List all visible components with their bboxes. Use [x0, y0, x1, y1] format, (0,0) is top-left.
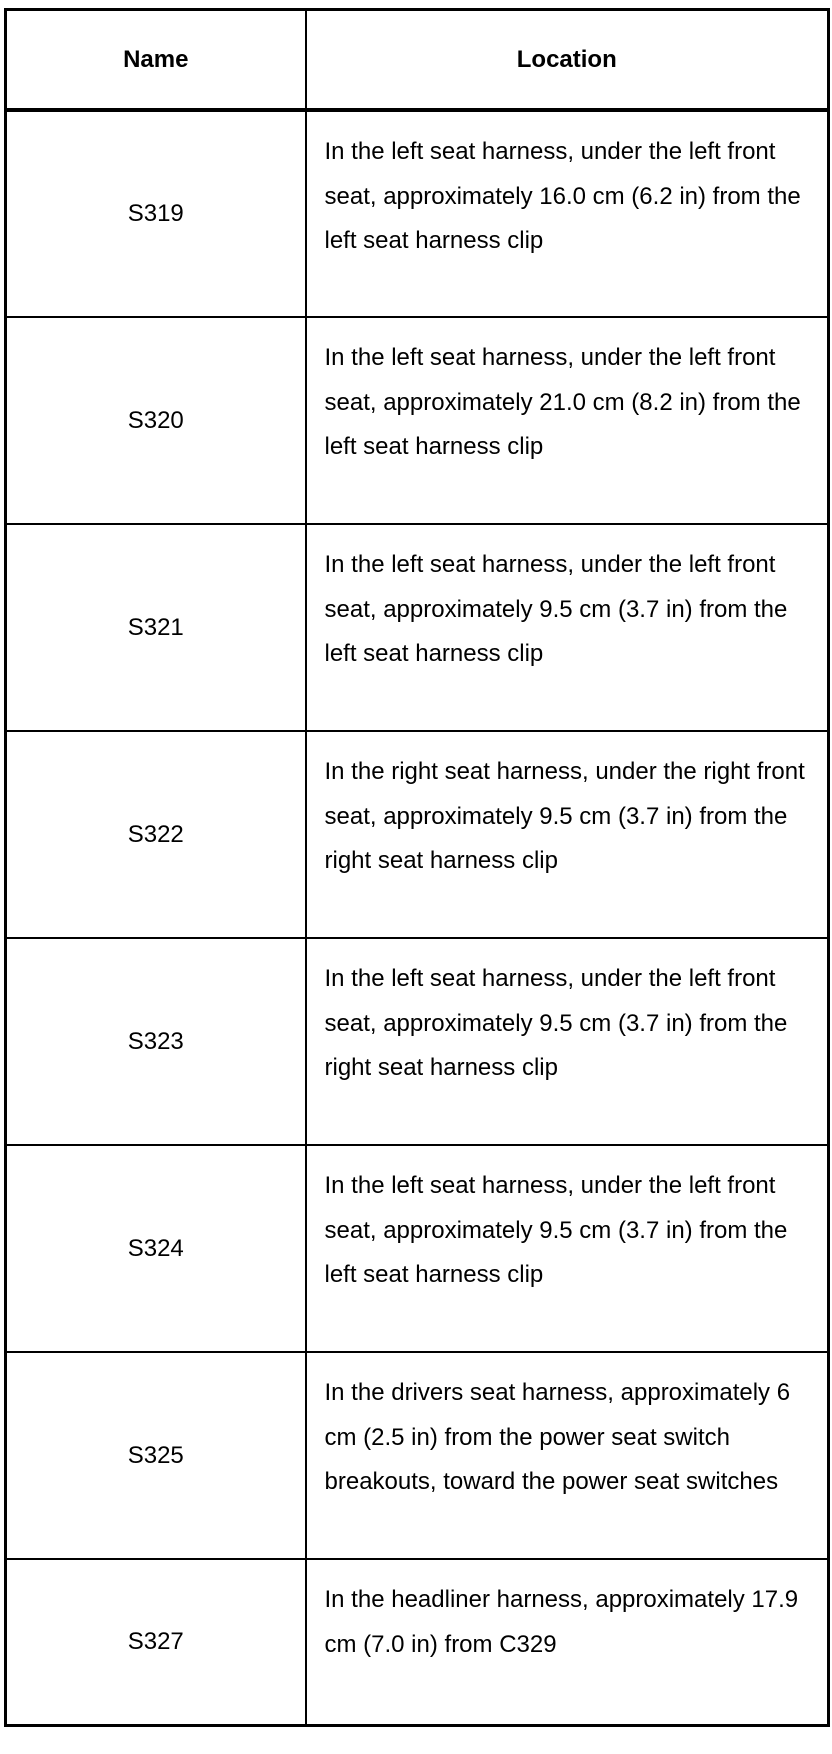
cell-location: In the left seat harness, under the left front seat, approximately 9.5 cm (3.7 in) from the left seat harness clip — [306, 524, 829, 731]
header-row — [6, 10, 829, 111]
splice-location-table-container — [4, 8, 827, 1727]
cell-name: S327 — [6, 1559, 306, 1725]
table-row — [6, 1352, 829, 1559]
table-row — [6, 731, 829, 938]
cell-location: In the left seat harness, under the left front seat, approximately 9.5 cm (3.7 in) from the right seat harness clip — [306, 938, 829, 1145]
table-row — [6, 1559, 829, 1725]
table-row — [6, 110, 829, 317]
cell-name: S322 — [6, 731, 306, 938]
table-row — [6, 524, 829, 731]
cell-location: In the left seat harness, under the left front seat, approximately 21.0 cm (8.2 in) from the left seat harness clip — [306, 317, 829, 524]
table-row — [6, 938, 829, 1145]
cell-name: S323 — [6, 938, 306, 1145]
splice-location-table — [4, 8, 830, 1727]
table-header — [6, 10, 829, 111]
table-row — [6, 1145, 829, 1352]
cell-name: S320 — [6, 317, 306, 524]
cell-location: In the headliner harness, approximately 17.9 cm (7.0 in) from C329 — [306, 1559, 829, 1725]
cell-name: S324 — [6, 1145, 306, 1352]
cell-location: In the left seat harness, under the left front seat, approximately 9.5 cm (3.7 in) from the left seat harness clip — [306, 1145, 829, 1352]
cell-name: S325 — [6, 1352, 306, 1559]
table-body — [6, 110, 829, 1725]
cell-location: In the drivers seat harness, approximately 6 cm (2.5 in) from the power seat switch breakouts, toward the power seat switches — [306, 1352, 829, 1559]
cell-location: In the right seat harness, under the right front seat, approximately 9.5 cm (3.7 in) from the right seat harness clip — [306, 731, 829, 938]
cell-name: S321 — [6, 524, 306, 731]
header-location: Location — [306, 10, 829, 111]
header-name: Name — [6, 10, 306, 111]
cell-location: In the left seat harness, under the left front seat, approximately 16.0 cm (6.2 in) from the left seat harness clip — [306, 110, 829, 317]
cell-name: S319 — [6, 110, 306, 317]
table-row — [6, 317, 829, 524]
